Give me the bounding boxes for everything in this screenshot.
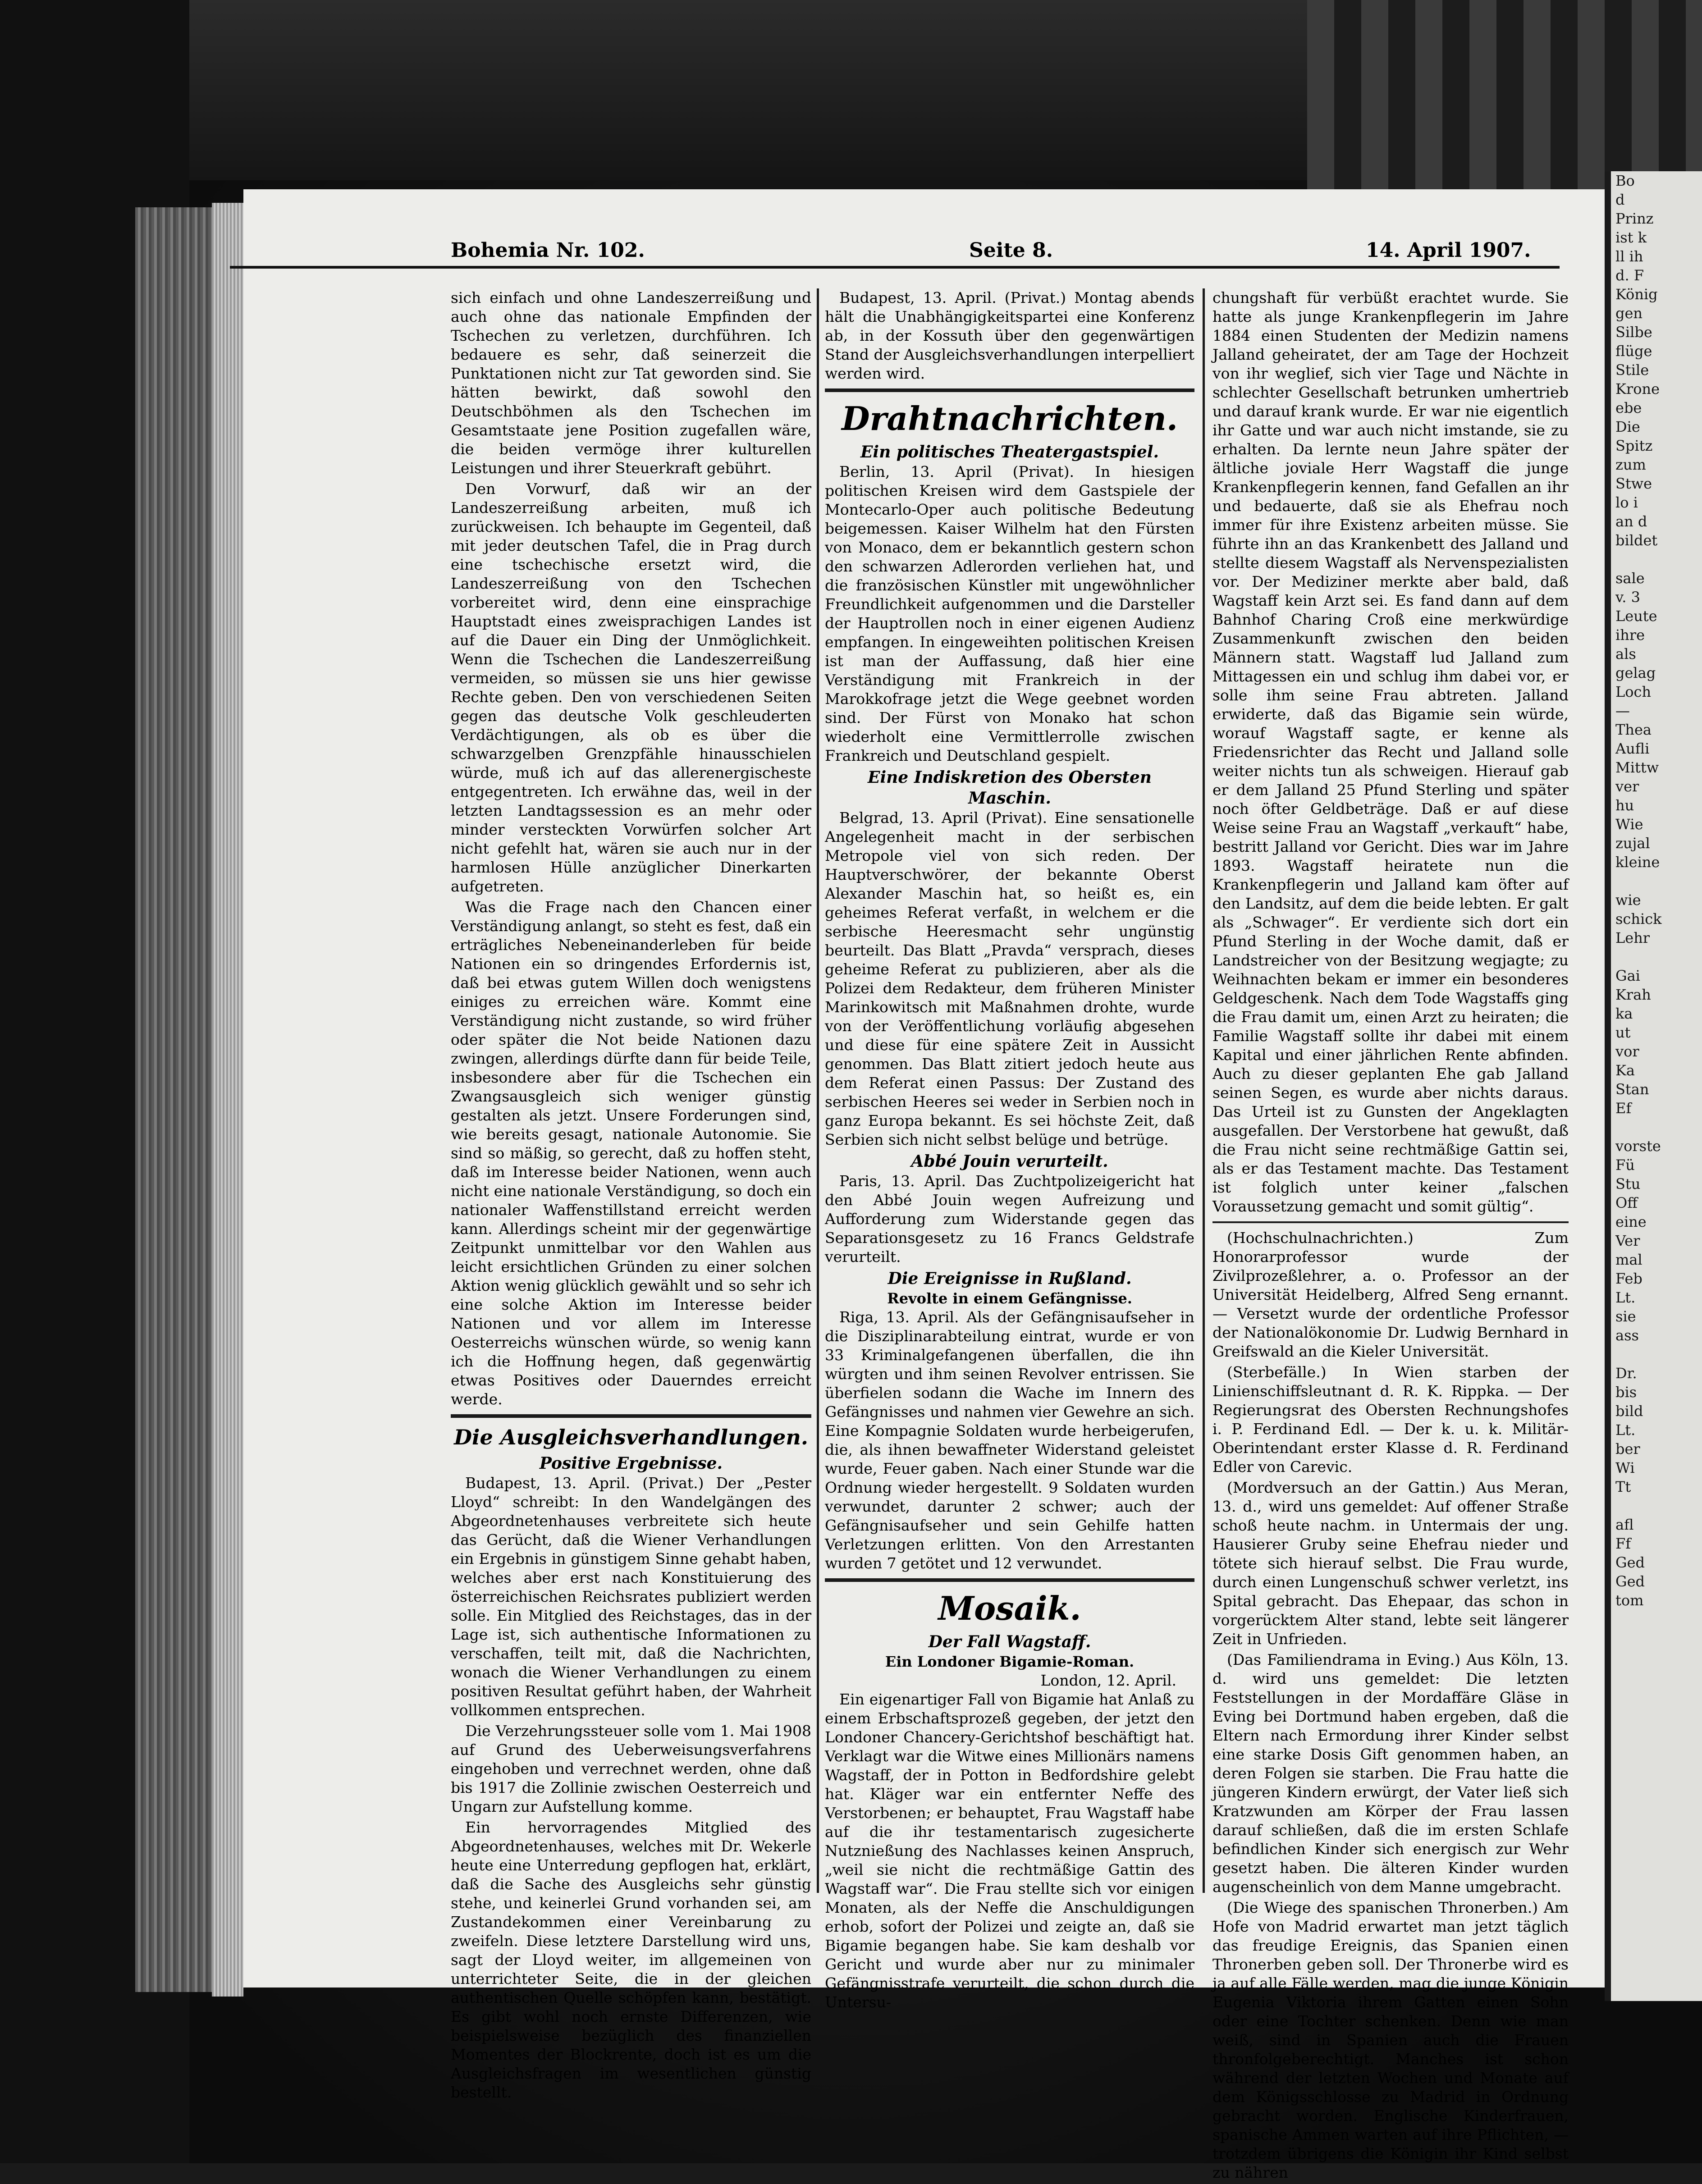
col2-paragraph-4: Paris, 13. April. Das Zuchtpolizeigericht hat den Abbé Jouin wegen Aufreizung und Aufforderung zum Widerstande gegen das Separationsgesetz zu 16 Francs Geldstrafe verurteilt.: [825, 1172, 1194, 1266]
adjacent-page-fragment: Leute: [1615, 608, 1657, 625]
adjacent-page-fragment: Off: [1615, 1194, 1638, 1211]
col2-paragraph-2: Berlin, 13. April (Privat). In hiesigen politischen Kreisen wird dem Gastspiele der Montecarlo-Oper auch politische Bedeutung beigemessen. Kaiser Wilhelm hat den Fürsten von Monaco, dem er bekanntlich gestern schon den schwarzen Adlerorden verliehen hat, und die französischen Künstler mit ungewöhnlicher Freundlichkeit aufgenommen und die Darsteller der Hauptrollen noch in einer eigenen Audienz empfangen. In eingeweihten politischen Kreisen ist man der Auffassung, daß hier eine Verständigung mit Frankreich in der Marokkofrage jetzt die Wege geebnet worden sind. Der Fürst von Monako hat schon wiederholt eine Vermittlerrolle zwischen Frankreich und Deutschland gespielt.: [825, 463, 1194, 764]
adjacent-page-fragment: Stwe: [1615, 475, 1652, 492]
adjacent-page-fragment: Ged: [1615, 1573, 1645, 1590]
adjacent-page-fragment: Thea: [1615, 721, 1652, 738]
adjacent-page-fragment: [1611, 1118, 1702, 1137]
adjacent-page-fragment: vorste: [1615, 1138, 1661, 1155]
adjacent-page-fragment: Feb: [1615, 1270, 1643, 1287]
adjacent-page-fragment: Die: [1615, 418, 1640, 435]
col3-paragraph-1: chungshaft für verbüßt erachtet wurde. Sie hatte als junge Krankenpflegerin im Jahre 1884 einen Studenten der Medizin namens Jalland geheiratet, der am Tage der Hochzeit von ihr weglief, sich vier Tage und Nächte in schlechter Gesellschaft betrunken umhertrieb und darauf krank wurde. Er war nie eigentlich ihr Gatte und war auch nicht imstande, sie zu erhalten. Da lernte neun Jahre später der ältliche joviale Herr Wagstaff die junge Krankenpflegerin kennen, fand Gefallen an ihr und bedauerte, daß sie als Ehefrau noch immer für ihre Existenz arbeiten müsse. Sie führte ihn an das Krankenbett des Jalland und stellte diesem Wagstaff als Nervenspezialisten vor. Der Mediziner merkte aber bald, daß Wagstaff kein Arzt sei. Es fand dann auf dem Bahnhof Charing Croß eine merkwürdige Zusammenkunft zwischen den beiden Männern statt. Wagstaff lud Jalland zum Mittagessen ein und schlug ihm dabei vor, er solle ihm seine Frau abtreten. Jalland erwiderte, daß das Bigamie sein würde, worauf Wagstaff sagte, er kenne als Friedensrichter das Recht und Jalland solle weiter nichts tun als schweigen. Hierauf gab er dem Jalland 25 Pfund Sterling und später noch öfter Geldbeträge. Daß er auf diese Weise seine Frau an Wagstaff „verkauft“ habe, bestritt Jalland vor Gericht. Dies war im Jahre 1893. Wagstaff heiratete nun die Krankenpflegerin und Jalland kam öfter auf den Landsitz, auf dem die beide lebten. Er galt als „Schwager“. Er verdiente sich dort ein Pfund Sterling in der Woche damit, daß er Landstreicher von der Besitzung wegjagte; zu Weihnachten bekam er immer ein besonderes Geldgeschenk. Nach dem Tode Wagstaffs ging die Frau damit um, einen Arzt zu heiraten; die Familie Wagstaff sollte ihr dabei mit einem Kapital und einer jährlichen Rente abfinden. Auch zu dieser geplanten Ehe gab Jalland seinen Segen, es wurde aber nichts daraus. Das Urteil ist zu Gunsten der Angeklagten ausgefallen. Der Verstorbene hat gewußt, daß die Frau nicht seine rechtmäßige Gattin sei, als er das Testament machte. Das Testament ist folglich unter keiner „falschen Voraussetzung gemacht und somit gültig“.: [1212, 289, 1569, 1215]
adjacent-page-fragment: wie: [1615, 891, 1641, 909]
page-edges: [212, 203, 243, 1997]
adjacent-page-fragment: Loch: [1615, 683, 1652, 700]
col2-paragraph-5: Riga, 13. April. Als der Gefängnisaufseher in die Disziplinarabteilung eintrat, wurde er von 33 Kriminalgefangenen überfallen, die ihn würgten und ihm seinen Revolver entrissen. Sie überfielen sodann die Wache im Innern des Gefängnisses und nahmen vier Gewehre an sich. Eine Kompagnie Soldaten wurde herbeigerufen, die, als ihnen bewaffneter Widerstand geleistet wurde, Feuer gaben. Nach einer Stunde war die Ordnung wieder hergestellt. 9 Soldaten wurden verwundet, darunter 2 schwer; auch der Gefängnisaufseher und sein Gehilfe hatten Verletzungen erlitten. Von den Arrestanten wurden 7 getötet und 12 verwundet.: [825, 1308, 1194, 1572]
col2-paragraph-3: Belgrad, 13. April (Privat). Eine sensationelle Angelegenheit macht in der serbischen Metropole viel von sich reden. Der Hauptverschwörer, der bekannte Oberst Alexander Maschin hat, so heißt es, ein geheimes Referat verfaßt, in welchem er die serbische Heeresmacht sehr ungünstig beurteilt. Das Blatt „Pravda“ versprach, dieses geheime Referat zu publizieren, aber als die Polizei dem Redakteur, dem früheren Minister Marinkowitsch mit Maßnahmen drohte, wurde von der Veröffentlichung vorläufig abgesehen und diese für eine spätere Zeit in Aussicht genommen. Das Blatt zitiert jedoch heute aus dem Referat einen Passus: Der Zustand des serbischen Heeres sei weder in Serbien noch in ganz Europa bekannt. Es sei höchste Zeit, daß Serbien sich nicht selbst belüge und betrüge.: [825, 809, 1194, 1148]
col1-paragraph-3: Was die Frage nach den Chancen einer Verständigung anlangt, so steht es fest, daß ein erträgliches Nebeneinanderleben für beide Nationen ein so dringendes Erfordernis ist, daß bei etwas gutem Willen doch wenigstens einiges zu erreichen wäre. Kommt eine Verständigung nicht zustande, so wird früher oder später die Not beide Nationen dazu zwingen, allerdings dürfte dann für beide Teile, insbesondere aber für die Tschechen ein Zwangsausgleich sich weniger günstig gestalten als jetzt. Unsere Forderungen sind, wie bereits gesagt, nationale Autonomie. Sie sind so mäßig, so gerecht, daß zu hoffen steht, daß im Interesse beider Nationen, wenn auch nicht eine nationale Verständigung, so doch ein nationaler Waffenstillstand erreicht werden kann. Allerdings scheint mir der gegenwärtige Zeitpunkt unmittelbar vor den Wahlen aus leicht ersichtlichen Gründen zu einer solchen Aktion wenig glücklich gewählt und so sehr ich eine solche Aktion im Interesse beider Nationen und vor allem im Interesse Oesterreichs wünschen würde, so wenig kann ich die Hoffnung hegen, daß gegenwärtig etwas Positives oder Dauerndes erreicht werde.: [451, 898, 811, 1408]
adjacent-page-fragment: ass: [1615, 1327, 1639, 1344]
adjacent-page-fragment: bis: [1615, 1384, 1637, 1401]
adjacent-page-fragment: bild: [1615, 1403, 1643, 1420]
adjacent-page-fragment: Bo: [1615, 172, 1635, 189]
adjacent-page-fragment: Ver: [1615, 1232, 1640, 1249]
column-rule-1: [817, 288, 819, 1893]
headline-mosaik: Mosaik.: [938, 1589, 1081, 1627]
adjacent-page-fragment: schick: [1615, 910, 1662, 928]
adjacent-page-fragment: tom: [1615, 1592, 1644, 1609]
adjacent-page-fragment: Lehr: [1615, 929, 1650, 946]
subhead-fall-wagstaff: Der Fall Wagstaff.: [928, 1632, 1091, 1651]
col1-paragraph-5: Die Verzehrungssteuer solle vom 1. Mai 1908 auf Grund des Ueberweisungsverfahrens eingehoben und verrechnet werden, ohne daß bis 1917 die Zollinie zwischen Oesterreich und Ungarn zur Aufstellung komme.: [451, 1722, 811, 1815]
adjacent-page-fragment: Stu: [1615, 1175, 1641, 1193]
subhead-indiskretion: Eine Indiskretion des Obersten Maschin.: [868, 768, 1152, 808]
adjacent-page-fragment: Stile: [1615, 361, 1649, 379]
adjacent-page-fragment: Silbe: [1615, 324, 1652, 341]
adjacent-page-fragment: gelag: [1615, 664, 1656, 681]
adjacent-page-fragment: Wie: [1615, 816, 1643, 833]
col1-paragraph-6: Ein hervorragendes Mitglied des Abgeordnetenhauses, welches mit Dr. Wekerle heute eine Unterredung gepflogen hat, erklärt, daß die Sache des Ausgleichs sehr günstig stehe, und keinerlei Grund vorhanden sei, am Zustandekommen einer Vereinbarung zu zweifeln. Diese letztere Darstellung wird uns, sagt der Lloyd weiter, im allgemeinen von unterrichteter Seite, die in der gleichen authentischen Quelle schöpfen kann, bestätigt. Es gibt wohl noch ernste Differenzen, wie beispielsweise bezüglich des finanziellen Momentes der Blockrente, doch ist es um die Ausgleichsfragen im wesentlichen günstig bestellt.: [451, 1818, 811, 2101]
headline-ausgleich: Die Ausgleichsverhandlungen.: [454, 1425, 808, 1449]
adjacent-page-fragment: Ka: [1615, 1062, 1635, 1079]
subhead-positive: Positive Ergebnisse.: [539, 1454, 723, 1473]
headline-drahtnachrichten: Drahtnachrichten.: [842, 399, 1178, 438]
section-divider: [825, 388, 1194, 392]
adjacent-page-fragment: mal: [1615, 1251, 1643, 1268]
adjacent-page-fragment: an d: [1615, 513, 1647, 530]
adjacent-page-fragment: zujal: [1615, 835, 1650, 852]
section-divider: [1212, 1221, 1569, 1223]
adjacent-page-fragment: d: [1615, 191, 1625, 208]
adjacent-page-fragment: [1611, 947, 1702, 966]
adjacent-page-fragment: v. 3: [1615, 589, 1640, 606]
adjacent-page-fragment: König: [1615, 286, 1658, 303]
col1-paragraph-4: Budapest, 13. April. (Privat.) Der „Pester Lloyd“ schreibt: In den Wandelgängen des Abgeordnetenhauses verbreitete sich heute das Gerücht, daß die Wiener Verhandlungen ein Ergebnis in günstigem Sinne gehabt haben, welches aber erst nach Konstituierung des österreichischen Reichsrates publiziert werden solle. Ein Mitglied des Reichstages, das in der Lage ist, sich authentische Informationen zu verschaffen, teilt mit, daß die Nachrichten, wonach die Wiener Verhandlungen zu einem positiven Resultat geführt haben, der Wahrheit vollkommen entsprechen.: [451, 1474, 811, 1719]
adjacent-page-fragment: —: [1615, 702, 1630, 719]
col3-paragraph-6: (Die Wiege des spanischen Thronerben.) Am Hofe von Madrid erwartet man jetzt täglich das freudige Ereignis, das Spanien einen Thronerben geben soll. Der Thronerbe wird es ja auf alle Fälle werden, mag die junge Königin Eugenia Viktoria ihrem Gatten einen Sohn oder eine Tochter schenken. Denn wie man weiß, sind in Spanien auch die Frauen thronfolgeberechtigt. Manches ist schon während der letzten Wochen und Monate auf dem Königsschlosse zu Madrid in Ordnung gebracht worden. Englische Kinderfrauen, spanische Ammen warten auf ihre Pflichten, — trotzdem übrigens die Königin ihr Kind selbst zu nähren: [1212, 1899, 1569, 2181]
adjacent-page-fragment: [1611, 1345, 1702, 1364]
adjacent-page-lines: [1611, 171, 1702, 1610]
adjacent-page-fragment: bildet: [1615, 532, 1658, 549]
adjacent-page-fragment: [1611, 1496, 1702, 1515]
adjacent-page-fragment: Fü: [1615, 1156, 1635, 1174]
header-right: 14. April 1907.: [1366, 239, 1531, 262]
adjacent-page-fragment: Ged: [1615, 1554, 1645, 1571]
adjacent-page-fragment: [1611, 550, 1702, 569]
subhead-bigamie-roman: Ein Londoner Bigamie-Roman.: [885, 1653, 1135, 1670]
adjacent-page-fragment: d. F: [1615, 267, 1644, 284]
section-divider: [451, 1414, 811, 1418]
adjacent-page-fragment: Tt: [1615, 1478, 1631, 1495]
adjacent-page-fragment: Ef: [1615, 1100, 1632, 1117]
column-rule-2: [1203, 288, 1205, 1893]
adjacent-page-fragment: ka: [1615, 1005, 1633, 1022]
adjacent-page-fragment: Lt.: [1615, 1289, 1636, 1306]
adjacent-page-fragment: Prinz: [1615, 210, 1654, 227]
adjacent-page-fragment: flüge: [1615, 343, 1652, 360]
adjacent-page-fragment: zum: [1615, 456, 1646, 473]
adjacent-page-fragment: Stan: [1615, 1081, 1649, 1098]
adjacent-page-fragment: Krah: [1615, 986, 1651, 1003]
adjacent-page-fragment: hu: [1615, 797, 1634, 814]
adjacent-page-strip: [1605, 171, 1702, 2001]
col1-paragraph-1: sich einfach und ohne Landeszerreißung und auch ohne das nationale Empfinden der Tschechen zu verletzen, durchführen. Ich bedauere es sehr, daß seinerzeit die Punktationen nicht zur Tat geworden sind. Sie hätten bewirkt, daß sowohl den Deutschböhmen als den Tschechen im Gesamtstaate jene Position zugefallen wäre, die beiden vermöge ihrer kulturellen Leistungen und ihrer Steuerkraft gebührt.: [451, 289, 811, 477]
col1-paragraph-2: Den Vorwurf, daß wir an der Landeszerreißung arbeiten, muß ich zurückweisen. Ich behaupte im Gegenteil, daß mit jeder deutschen Tafel, die in Prag durch eine tschechische ersetzt wird, die Landeszerreißung von den Tschechen vorbereitet wird, denn eine einsprachige Hauptstadt eines zweisprachigen Landes ist auf die Dauer ein Ding der Unmöglichkeit. Wenn die Tschechen die Landeszerreißung vermeiden, so müssen sie uns hier gewisse Rechte geben. Den von verschiedenen Seiten gegen das deutsche Volk geschleuderten Verdächtigungen, als ob es über die schwarzgelben Grenzpfähle hinausschielen würde, muß ich auf das allerenergischeste entgegentreten. Ich erwähne das, weil in der letzten Landtagssession es an mehr oder minder versteckten Vorwürfen solcher Art nicht gefehlt hat, wären sie auch nur in der harmlosen Hülle anzüglicher Dinerkarten aufgetreten.: [451, 480, 811, 895]
section-divider: [825, 1578, 1194, 1582]
adjacent-page-fragment: Dr.: [1615, 1365, 1637, 1382]
adjacent-page-fragment: [1611, 872, 1702, 891]
subhead-russland: Die Ereignisse in Rußland.: [888, 1269, 1132, 1288]
adjacent-page-fragment: gen: [1615, 305, 1643, 322]
adjacent-page-fragment: Aufli: [1615, 740, 1650, 757]
adjacent-page-fragment: Wi: [1615, 1459, 1635, 1476]
header-left: Bohemia Nr. 102.: [451, 239, 645, 262]
adjacent-page-fragment: afl: [1615, 1516, 1634, 1533]
adjacent-page-fragment: ut: [1615, 1024, 1631, 1041]
column-1: [451, 288, 811, 2104]
adjacent-page-fragment: sale: [1615, 570, 1645, 587]
background-top-right: [1307, 0, 1702, 189]
dateline-london: London, 12. April.: [1040, 1672, 1176, 1689]
running-header: [230, 234, 1560, 269]
adjacent-page-fragment: ebe: [1615, 399, 1642, 416]
adjacent-page-fragment: ist k: [1615, 229, 1647, 246]
column-3: [1212, 288, 1569, 2184]
adjacent-page-fragment: ber: [1615, 1440, 1640, 1458]
adjacent-page-fragment: Mittw: [1615, 759, 1659, 776]
adjacent-page-fragment: ll ih: [1615, 248, 1643, 265]
adjacent-page-fragment: ihre: [1615, 626, 1645, 644]
column-2: [825, 288, 1194, 2014]
adjacent-page-fragment: Krone: [1615, 380, 1660, 398]
subhead-abbe: Abbé Jouin verurteilt.: [911, 1152, 1108, 1171]
adjacent-page-fragment: sie: [1615, 1308, 1636, 1325]
adjacent-page-fragment: ver: [1615, 778, 1639, 795]
subhead-revolte: Revolte in einem Gefängnisse.: [887, 1290, 1132, 1307]
adjacent-page-fragment: Lt.: [1615, 1421, 1636, 1439]
adjacent-page-fragment: kleine: [1615, 854, 1660, 871]
subhead-theater: Ein politisches Theatergastspiel.: [860, 443, 1159, 461]
adjacent-page-fragment: vor: [1615, 1043, 1639, 1060]
adjacent-page-fragment: eine: [1615, 1213, 1647, 1230]
col3-paragraph-2: (Hochschulnachrichten.) Zum Honorarprofessor wurde der Zivilprozeßlehrer, a. o. Professor an der Universität Heidelberg, Alfred Seng ernannt. — Versetzt wurde der ordentliche Professor der Nationalökonomie Dr. Ludwig Bernhard in Greifswald an die Kieler Universität.: [1212, 1229, 1569, 1360]
adjacent-page-fragment: als: [1615, 645, 1636, 663]
adjacent-page-fragment: lo i: [1615, 494, 1638, 511]
adjacent-page-fragment: Spitz: [1615, 437, 1653, 454]
adjacent-page-fragment: Ff: [1615, 1535, 1631, 1552]
header-center: Seite 8.: [969, 239, 1053, 262]
col3-paragraph-5: (Das Familiendrama in Eving.) Aus Köln, 13. d. wird uns gemeldet: Die letzten Feststellungen in der Mordaffäre Gläse in Eving bei Dortmund haben ergeben, daß die Eltern nach Ermordung ihrer Kinder selbst eine starke Dosis Gift genommen haben, an deren Folgen sie starben. Die Frau hatte die jüngeren Kindern erwürgt, der Vater ließ sich Kratzwunden am Körper der Frau lassen darauf schließen, daß die im ersten Schlafe befindlichen Kinder sich energisch zur Wehr gesetzt haben. Die älteren Kinder wurden augenscheinlich von dem Manne umgebracht.: [1212, 1651, 1569, 1896]
col2-paragraph-1: Budapest, 13. April. (Privat.) Montag abends hält die Unabhängigkeitspartei eine Konferenz ab, in der Kossuth über den gegenwärtigen Stand der Ausgleichsverhandlungen interpelliert werden wird.: [825, 289, 1194, 382]
adjacent-page-fragment: Gai: [1615, 967, 1640, 984]
col3-paragraph-4: (Mordversuch an der Gattin.) Aus Meran, 13. d., wird uns gemeldet: Auf offener Straße schoß heute nachm. in Untermais der ung. Hausierer Gruby seine Ehefrau nieder und tötete sich hierauf selbst. Die Frau wurde, durch einen Lungenschuß schwer verletzt, ins Spital gebracht. Das Ehepaar, das schon in vorgerücktem Alter stand, lebte seit längerer Zeit in Unfrieden.: [1212, 1479, 1569, 1648]
col2-paragraph-6: Ein eigenartiger Fall von Bigamie hat Anlaß zu einem Erbschaftsprozeß gegeben, der jetzt den Londoner Chancery-Gerichtshof beschäftigt hat. Verklagt war die Witwe eines Millionärs namens Wagstaff, der in Potton in Bedfordshire gelebt hat. Kläger war ein entfernter Neffe des Verstorbenen; er behauptet, Frau Wagstaff habe auf die ihr testamentarisch zugesicherte Nutznießung des Nachlasses keinen Anspruch, „weil sie nicht die rechtmäßige Gattin des Wagstaff war“. Die Frau stellte sich vor einigen Monaten, als der Neffe die Anschuldigungen erhob, sofort der Polizei und zeigte an, daß sie Bigamie begangen habe. Sie kam deshalb vor Gericht und wurde aber nur zu minimaler Gefängnisstrafe verurteilt, die schon durch die Untersu-: [825, 1691, 1194, 2011]
col3-paragraph-3: (Sterbefälle.) In Wien starben der Linienschiffsleutnant d. R. K. Rippka. — Der Regierungsrat des Obersten Rechnungshofes i. P. Ferdinand Edl. — Der k. u. k. Militär-Oberintendant erster Klasse d. R. Ferdinand Edler von Carevic.: [1212, 1363, 1569, 1476]
